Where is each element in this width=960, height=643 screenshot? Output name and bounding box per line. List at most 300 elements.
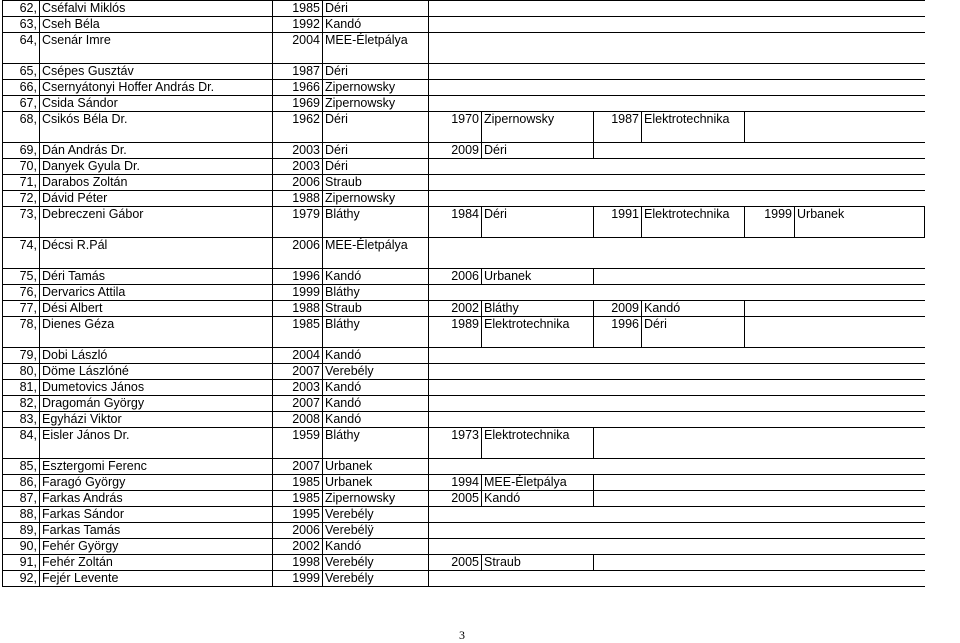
award-name — [482, 1, 594, 17]
award-name — [482, 523, 594, 539]
award-year: 1962 — [273, 112, 323, 143]
award-year — [429, 175, 482, 191]
award-year: 2005 — [429, 491, 482, 507]
award-name: Zipernowsky — [323, 96, 429, 112]
award-name — [642, 285, 745, 301]
award-name — [795, 17, 925, 33]
award-year — [594, 555, 642, 571]
award-name — [642, 159, 745, 175]
row-number: 75, — [3, 269, 40, 285]
award-year — [429, 412, 482, 428]
award-year — [745, 396, 795, 412]
person-name: Debreczeni Gábor — [40, 207, 273, 238]
award-name — [795, 348, 925, 364]
person-name: Dobi László — [40, 348, 273, 364]
award-year: 1998 — [273, 555, 323, 571]
person-name: Décsi R.Pál — [40, 238, 273, 269]
award-name — [642, 143, 745, 159]
award-year — [594, 17, 642, 33]
award-year — [745, 555, 795, 571]
award-year — [594, 412, 642, 428]
row-number: 71, — [3, 175, 40, 191]
award-name: MEE-Életpálya — [323, 33, 429, 64]
table-row — [3, 80, 925, 96]
award-name — [642, 364, 745, 380]
award-name — [642, 412, 745, 428]
page-number: 3 — [459, 628, 465, 642]
award-year — [594, 364, 642, 380]
award-year — [745, 96, 795, 112]
award-year: 2008 — [273, 412, 323, 428]
award-year — [745, 143, 795, 159]
award-name — [642, 80, 745, 96]
award-year: 1999 — [745, 207, 795, 238]
row-number: 62, — [3, 1, 40, 17]
award-name — [795, 112, 925, 143]
row-number: 85, — [3, 459, 40, 475]
award-year — [745, 491, 795, 507]
row-number: 79, — [3, 348, 40, 364]
award-year: 1959 — [273, 428, 323, 459]
award-year — [429, 96, 482, 112]
award-name — [642, 238, 745, 269]
award-year: 2009 — [594, 301, 642, 317]
award-year — [429, 571, 482, 587]
award-name — [482, 412, 594, 428]
row-number: 73, — [3, 207, 40, 238]
award-year — [745, 523, 795, 539]
award-name: Kandó — [323, 412, 429, 428]
row-number: 91, — [3, 555, 40, 571]
table-row — [3, 143, 925, 159]
table-row — [3, 428, 925, 459]
row-number: 70, — [3, 159, 40, 175]
award-name: Déri — [323, 112, 429, 143]
award-year: 2003 — [273, 143, 323, 159]
award-name — [482, 396, 594, 412]
award-name — [795, 571, 925, 587]
award-name: Straub — [323, 175, 429, 191]
person-name: Csernyátonyi Hoffer András Dr. — [40, 80, 273, 96]
award-name: Déri — [323, 159, 429, 175]
row-number: 67, — [3, 96, 40, 112]
award-year — [745, 571, 795, 587]
table-row — [3, 571, 925, 587]
row-number: 77, — [3, 301, 40, 317]
award-name: Bláthy — [323, 317, 429, 348]
table-row — [3, 507, 925, 523]
person-name: Dumetovics János — [40, 380, 273, 396]
award-name: Zipernowsky — [323, 80, 429, 96]
award-name: Kandó — [323, 348, 429, 364]
award-name: Kandó — [642, 301, 745, 317]
row-number: 66, — [3, 80, 40, 96]
award-year: 1988 — [273, 301, 323, 317]
award-name — [482, 17, 594, 33]
awards-table — [2, 0, 925, 587]
table-row — [3, 491, 925, 507]
award-name: Déri — [323, 64, 429, 80]
award-name — [482, 80, 594, 96]
award-year: 2006 — [273, 238, 323, 269]
table-row — [3, 364, 925, 380]
award-name — [642, 64, 745, 80]
award-year — [745, 64, 795, 80]
award-name: Déri — [323, 1, 429, 17]
person-name: Csikós Béla Dr. — [40, 112, 273, 143]
award-name — [642, 1, 745, 17]
award-name — [795, 396, 925, 412]
table-row — [3, 238, 925, 269]
award-name — [642, 269, 745, 285]
award-year — [594, 380, 642, 396]
award-year — [745, 348, 795, 364]
person-name: Cséfalvi Miklós — [40, 1, 273, 17]
award-name: Verebély — [323, 571, 429, 587]
person-name: Déri Tamás — [40, 269, 273, 285]
award-name — [482, 459, 594, 475]
table-row — [3, 396, 925, 412]
row-number: 68, — [3, 112, 40, 143]
award-year — [429, 17, 482, 33]
award-year — [745, 112, 795, 143]
person-name: Csenár Imre — [40, 33, 273, 64]
award-name: Urbanek — [323, 475, 429, 491]
award-year — [594, 143, 642, 159]
award-year — [429, 507, 482, 523]
award-year: 2006 — [273, 523, 323, 539]
award-name — [795, 491, 925, 507]
award-year: 2004 — [273, 33, 323, 64]
award-year — [594, 285, 642, 301]
award-year: 1985 — [273, 491, 323, 507]
award-year — [745, 317, 795, 348]
award-name — [482, 238, 594, 269]
award-year — [429, 396, 482, 412]
award-year — [429, 1, 482, 17]
award-name — [642, 428, 745, 459]
person-name: Faragó György — [40, 475, 273, 491]
award-year — [745, 80, 795, 96]
award-year — [745, 175, 795, 191]
award-year — [594, 459, 642, 475]
person-name: Dési Albert — [40, 301, 273, 317]
award-name — [482, 191, 594, 207]
award-year — [745, 412, 795, 428]
award-year — [745, 33, 795, 64]
award-year — [429, 364, 482, 380]
table-row — [3, 475, 925, 491]
award-year — [594, 238, 642, 269]
row-number: 81, — [3, 380, 40, 396]
row-number: 65, — [3, 64, 40, 80]
award-name: Kandó — [323, 396, 429, 412]
table-row — [3, 285, 925, 301]
award-name: Déri — [323, 143, 429, 159]
award-name — [482, 364, 594, 380]
award-year — [429, 80, 482, 96]
award-year — [745, 475, 795, 491]
award-name — [795, 33, 925, 64]
award-name: Elektrotechnika — [642, 112, 745, 143]
award-year: 1985 — [273, 1, 323, 17]
award-year — [594, 491, 642, 507]
table-row — [3, 33, 925, 64]
table-row — [3, 17, 925, 33]
award-year — [429, 285, 482, 301]
award-year — [745, 539, 795, 555]
award-year: 1969 — [273, 96, 323, 112]
person-name: Darabos Zoltán — [40, 175, 273, 191]
award-name: Bláthy — [482, 301, 594, 317]
award-name: Kandó — [323, 269, 429, 285]
award-name: Bláthy — [323, 207, 429, 238]
person-name: Dán András Dr. — [40, 143, 273, 159]
award-year: 1996 — [594, 317, 642, 348]
award-name — [642, 348, 745, 364]
table-row — [3, 175, 925, 191]
award-year: 1992 — [273, 17, 323, 33]
award-name — [795, 380, 925, 396]
award-year: 1970 — [429, 112, 482, 143]
table-row — [3, 539, 925, 555]
award-name: Urbanek — [482, 269, 594, 285]
award-name — [482, 64, 594, 80]
award-year: 1987 — [594, 112, 642, 143]
award-name: Zipernowsky — [323, 491, 429, 507]
person-name: Farkas Tamás — [40, 523, 273, 539]
award-year — [594, 64, 642, 80]
award-name — [482, 33, 594, 64]
award-year: 2003 — [273, 380, 323, 396]
award-name: Bláthy — [323, 428, 429, 459]
award-year — [594, 428, 642, 459]
award-year — [594, 269, 642, 285]
award-name: Verebély — [323, 364, 429, 380]
row-number: 74, — [3, 238, 40, 269]
award-name — [795, 412, 925, 428]
award-year: 1996 — [273, 269, 323, 285]
award-year — [594, 571, 642, 587]
table-row — [3, 459, 925, 475]
award-name — [795, 555, 925, 571]
award-name — [795, 238, 925, 269]
award-name — [482, 348, 594, 364]
award-year: 1987 — [273, 64, 323, 80]
award-year: 2003 — [273, 159, 323, 175]
award-year: 2007 — [273, 364, 323, 380]
award-year: 2007 — [273, 396, 323, 412]
award-year — [429, 523, 482, 539]
row-number: 83, — [3, 412, 40, 428]
person-name: Fejér Levente — [40, 571, 273, 587]
award-name — [642, 191, 745, 207]
award-year — [594, 1, 642, 17]
award-year — [594, 396, 642, 412]
award-name: Déri — [482, 143, 594, 159]
row-number: 78, — [3, 317, 40, 348]
table-row — [3, 269, 925, 285]
award-year — [594, 80, 642, 96]
award-year: 2002 — [273, 539, 323, 555]
award-year — [429, 159, 482, 175]
table-row — [3, 317, 925, 348]
person-name: Danyek Gyula Dr. — [40, 159, 273, 175]
table-row — [3, 555, 925, 571]
award-name — [482, 285, 594, 301]
award-name — [642, 539, 745, 555]
award-year — [745, 191, 795, 207]
award-name — [795, 175, 925, 191]
award-year: 1985 — [273, 475, 323, 491]
award-name — [642, 175, 745, 191]
row-number: 84, — [3, 428, 40, 459]
award-name — [795, 285, 925, 301]
award-name: Zipernowsky — [482, 112, 594, 143]
award-year: 1989 — [429, 317, 482, 348]
row-number: 89, — [3, 523, 40, 539]
award-year — [745, 364, 795, 380]
award-year — [429, 191, 482, 207]
award-name — [795, 475, 925, 491]
award-year: 2006 — [429, 269, 482, 285]
table-row — [3, 159, 925, 175]
award-name: Verebély — [323, 555, 429, 571]
award-year — [594, 507, 642, 523]
award-year — [594, 33, 642, 64]
row-number: 88, — [3, 507, 40, 523]
person-name: Egyházi Viktor — [40, 412, 273, 428]
award-name: Urbanek — [323, 459, 429, 475]
award-year: 1994 — [429, 475, 482, 491]
award-year — [594, 523, 642, 539]
award-name — [795, 80, 925, 96]
award-name — [642, 96, 745, 112]
person-name: Dragomán György — [40, 396, 273, 412]
row-number: 80, — [3, 364, 40, 380]
award-name — [642, 380, 745, 396]
table-row — [3, 380, 925, 396]
award-name — [642, 491, 745, 507]
award-year: 1999 — [273, 571, 323, 587]
table-row — [3, 64, 925, 80]
person-name: Fehér Zoltán — [40, 555, 273, 571]
award-year — [429, 380, 482, 396]
person-name: Dávid Péter — [40, 191, 273, 207]
award-year: 1966 — [273, 80, 323, 96]
person-name: Dienes Géza — [40, 317, 273, 348]
award-name: Straub — [482, 555, 594, 571]
award-year: 2006 — [273, 175, 323, 191]
award-year — [594, 475, 642, 491]
award-year: 1985 — [273, 317, 323, 348]
award-name — [482, 539, 594, 555]
award-name — [795, 301, 925, 317]
award-name — [642, 459, 745, 475]
award-name: MEE-Életpálya — [482, 475, 594, 491]
award-name: Elektrotechnika — [642, 207, 745, 238]
award-year: 1973 — [429, 428, 482, 459]
award-year: 2002 — [429, 301, 482, 317]
award-year — [594, 348, 642, 364]
award-name: Kandó — [323, 17, 429, 33]
award-name — [795, 317, 925, 348]
award-year — [745, 159, 795, 175]
award-year — [745, 1, 795, 17]
award-year — [745, 17, 795, 33]
award-year — [429, 238, 482, 269]
award-year: 2009 — [429, 143, 482, 159]
award-name: Zipernowsky — [323, 191, 429, 207]
row-number: 82, — [3, 396, 40, 412]
award-year — [745, 301, 795, 317]
row-number: 69, — [3, 143, 40, 159]
award-year — [594, 539, 642, 555]
award-name — [482, 96, 594, 112]
award-name — [642, 475, 745, 491]
award-year: 1979 — [273, 207, 323, 238]
award-name: Kandó — [323, 380, 429, 396]
award-year — [745, 507, 795, 523]
award-name: Elektrotechnika — [482, 428, 594, 459]
award-name — [642, 523, 745, 539]
person-name: Döme Lászlóné — [40, 364, 273, 380]
award-name — [795, 507, 925, 523]
award-year — [745, 285, 795, 301]
award-name: Déri — [482, 207, 594, 238]
award-year: 1999 — [273, 285, 323, 301]
row-number: 92, — [3, 571, 40, 587]
award-name: Verebélÿ — [323, 523, 429, 539]
award-year — [745, 380, 795, 396]
award-year — [745, 269, 795, 285]
person-name: Csépes Gusztáv — [40, 64, 273, 80]
award-year: 1988 — [273, 191, 323, 207]
award-name — [795, 1, 925, 17]
award-name — [795, 523, 925, 539]
row-number: 72, — [3, 191, 40, 207]
person-name: Csida Sándor — [40, 96, 273, 112]
row-number: 86, — [3, 475, 40, 491]
row-number: 63, — [3, 17, 40, 33]
row-number: 64, — [3, 33, 40, 64]
award-name: Elektrotechnika — [482, 317, 594, 348]
award-name — [795, 269, 925, 285]
table-row — [3, 412, 925, 428]
award-name — [795, 159, 925, 175]
table-row — [3, 523, 925, 539]
award-name — [642, 507, 745, 523]
table-row — [3, 1, 925, 17]
award-name: Bláthy — [323, 285, 429, 301]
award-name — [482, 159, 594, 175]
award-name — [795, 364, 925, 380]
award-name: Verebély — [323, 507, 429, 523]
table-row — [3, 191, 925, 207]
award-year — [594, 159, 642, 175]
row-number: 87, — [3, 491, 40, 507]
award-year — [594, 175, 642, 191]
award-name — [642, 396, 745, 412]
award-year — [429, 348, 482, 364]
table-row — [3, 112, 925, 143]
award-year: 1984 — [429, 207, 482, 238]
person-name: Fehér György — [40, 539, 273, 555]
table-row — [3, 96, 925, 112]
award-name — [795, 96, 925, 112]
award-name — [642, 17, 745, 33]
award-year — [745, 459, 795, 475]
